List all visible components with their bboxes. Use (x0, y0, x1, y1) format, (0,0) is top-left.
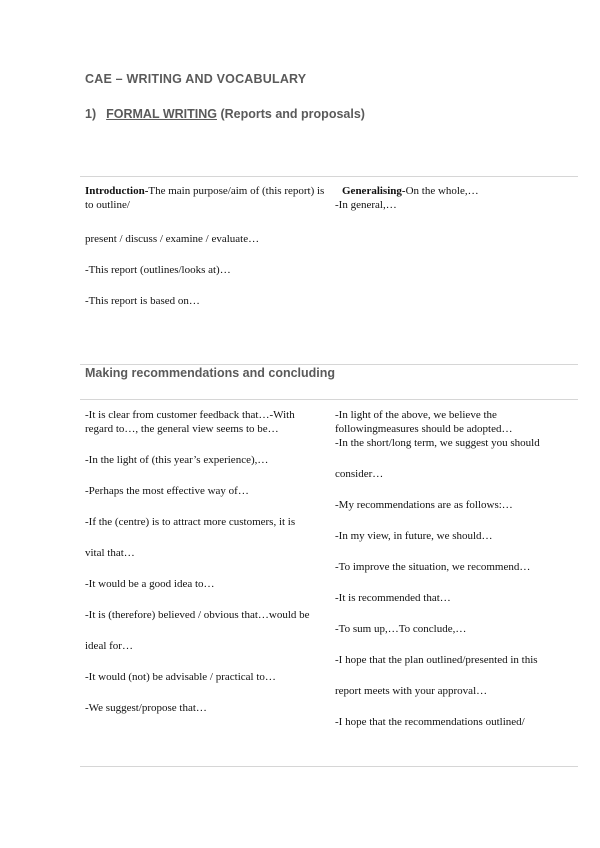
recommend-left-line: -In the light of (this year’s experience),… (85, 454, 269, 466)
recommend-right-line: consider… (335, 468, 384, 480)
intro-line-4: -This report is based on… (85, 295, 200, 307)
intro-line-1 (85, 184, 325, 212)
generalising-line-1 (335, 184, 575, 198)
recommend-left-line: -It would be a good idea to… (85, 578, 215, 590)
section-rule-top (80, 364, 578, 365)
recommend-left-line: vital that… (85, 547, 135, 559)
intro-text: The main purpose/aim of (this report) is to outline/ (85, 185, 325, 211)
recommend-right-line: -It is recommended that… (335, 592, 451, 604)
recommend-right-line: -I hope that the recommendations outlined/ (335, 716, 525, 728)
recommend-right-line: -In the short/long term, we suggest you should (335, 437, 540, 449)
recommendations-heading: Making recommendations and concluding (85, 366, 336, 380)
recommend-right-line: report meets with your approval… (335, 685, 488, 697)
recommend-left-line: -It would (not) be advisable / practical to… (85, 671, 276, 683)
section-subtitle (85, 107, 365, 121)
recommend-right-line: -In light of the above, we believe the followingmeasures should be adopted… (335, 409, 513, 435)
intro-label: Introduction- (85, 185, 149, 197)
intro-line-3: -This report (outlines/looks at)… (85, 264, 231, 276)
generalising-line-2: -In general,… (335, 199, 397, 211)
recommend-left-line: -Perhaps the most effective way of… (85, 485, 249, 497)
recommend-right-line: -To sum up,…To conclude,… (335, 623, 467, 635)
recommend-right-line: -My recommendations are as follows:… (335, 499, 513, 511)
intro-right-column (335, 184, 575, 212)
recommend-right-line: -In my view, in future, we should… (335, 530, 493, 542)
intro-left-column (85, 184, 325, 308)
recommend-right-line: -I hope that the plan outlined/presented in this (335, 654, 538, 666)
recommend-left-column (85, 408, 325, 715)
recommend-left-line: -We suggest/propose that… (85, 702, 207, 714)
recommend-left-line: -It is (therefore) believed / obvious that…would be (85, 609, 310, 621)
subtitle-underlined: FORMAL WRITING (106, 107, 217, 121)
recommend-right-line: -To improve the situation, we recommend… (335, 561, 531, 573)
document-title: CAE – WRITING AND VOCABULARY (85, 72, 307, 86)
subtitle-number: 1) (85, 107, 97, 121)
recommend-left-line: ideal for… (85, 640, 133, 652)
section-rule-bottom (80, 399, 578, 400)
recommend-left-line: -It is clear from customer feedback that…-With regard to…, the general view seems to be… (85, 409, 295, 435)
intro-line-2: present / discuss / examine / evaluate… (85, 233, 260, 245)
subtitle-rest: (Reports and proposals) (220, 107, 365, 121)
generalising-text: On the whole,… (405, 185, 479, 197)
table-bottom-rule (80, 766, 578, 767)
table-top-rule (80, 176, 578, 177)
recommend-left-line: -If the (centre) is to attract more customers, it is (85, 516, 296, 528)
generalising-label: Generalising- (342, 185, 406, 197)
recommend-right-column (335, 408, 580, 729)
